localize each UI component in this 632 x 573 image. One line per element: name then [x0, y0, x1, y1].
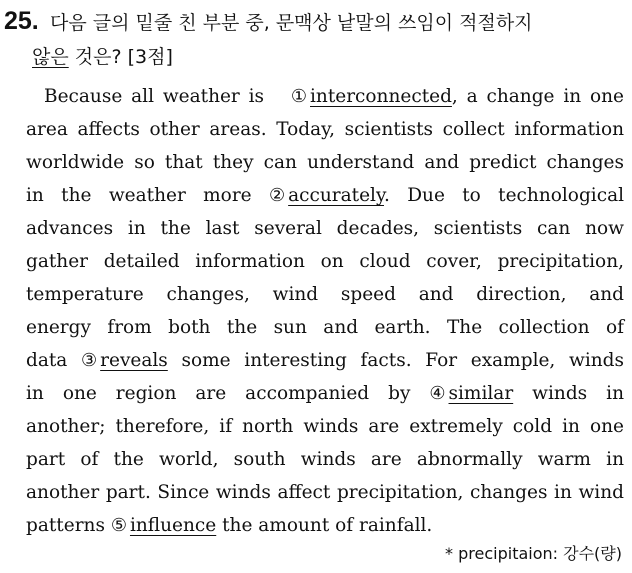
passage-line-12: part of the world, south winds are abnormally warm in	[26, 449, 624, 470]
question-text-line-2	[32, 42, 173, 72]
passage-text: some interesting facts. For example, winds	[167, 350, 624, 371]
passage-line-7: temperature changes, wind speed and direction, and	[26, 284, 624, 305]
question-text-line-2-rest: 것은? [3점]	[68, 46, 173, 68]
passage-text: . Due to technological	[383, 185, 625, 206]
underlined-word-1: interconnected	[310, 86, 452, 107]
passage-text: in one region are accompanied by	[26, 383, 430, 404]
passage-line-3: worldwide so that they can understand and predict changes	[26, 152, 624, 173]
passage-line-14	[26, 509, 624, 542]
question-number: 25.	[4, 7, 39, 35]
passage-line-13: another part. Since winds affect precipitation, changes in wind	[26, 482, 624, 503]
passage-line-9	[26, 344, 624, 377]
passage-line-11: another; therefore, if north winds are extremely cold in one	[26, 416, 624, 437]
passage-line-10	[26, 377, 624, 410]
passage-line-6: gather detailed information on cloud cover, precipitation,	[26, 251, 624, 272]
question-stem	[4, 6, 626, 70]
passage-text: in the weather more	[26, 185, 269, 206]
choice-marker-1: ①	[290, 86, 307, 107]
passage-line-5: advances in the last several decades, scientists can now	[26, 218, 624, 239]
passage-line-8: energy from both the sun and earth. The collection of	[26, 317, 624, 338]
passage-line-4	[26, 179, 624, 212]
passage-text: winds in	[513, 383, 624, 404]
choice-marker-2: ②	[268, 185, 286, 206]
underlined-word-2: accurately	[288, 185, 384, 206]
passage-text: patterns	[26, 515, 111, 536]
passage-line-2: area affects other areas. Today, scientists collect information	[26, 119, 624, 140]
underlined-word-3: reveals	[100, 350, 168, 371]
passage-text: data	[26, 350, 82, 371]
passage-text: Because all weather is	[44, 86, 273, 107]
question-text-line-1: 다음 글의 밑줄 친 부분 중, 문맥상 낱말의 쓰임이 적절하지	[50, 12, 533, 34]
vocabulary-footnote: * precipitaion: 강수(량)	[445, 544, 622, 563]
choice-marker-3: ③	[81, 350, 98, 371]
choice-marker-5: ⑤	[110, 515, 127, 536]
passage-text: the amount of rainfall.	[216, 515, 433, 536]
reading-passage	[26, 80, 624, 542]
passage-line-1	[26, 80, 624, 113]
underlined-word-5: influence	[129, 515, 217, 536]
question-negation-underlined: 않은	[32, 46, 69, 68]
underlined-word-4: similar	[448, 383, 514, 404]
passage-text: , a change in one	[451, 86, 625, 107]
choice-marker-4: ④	[429, 383, 446, 404]
